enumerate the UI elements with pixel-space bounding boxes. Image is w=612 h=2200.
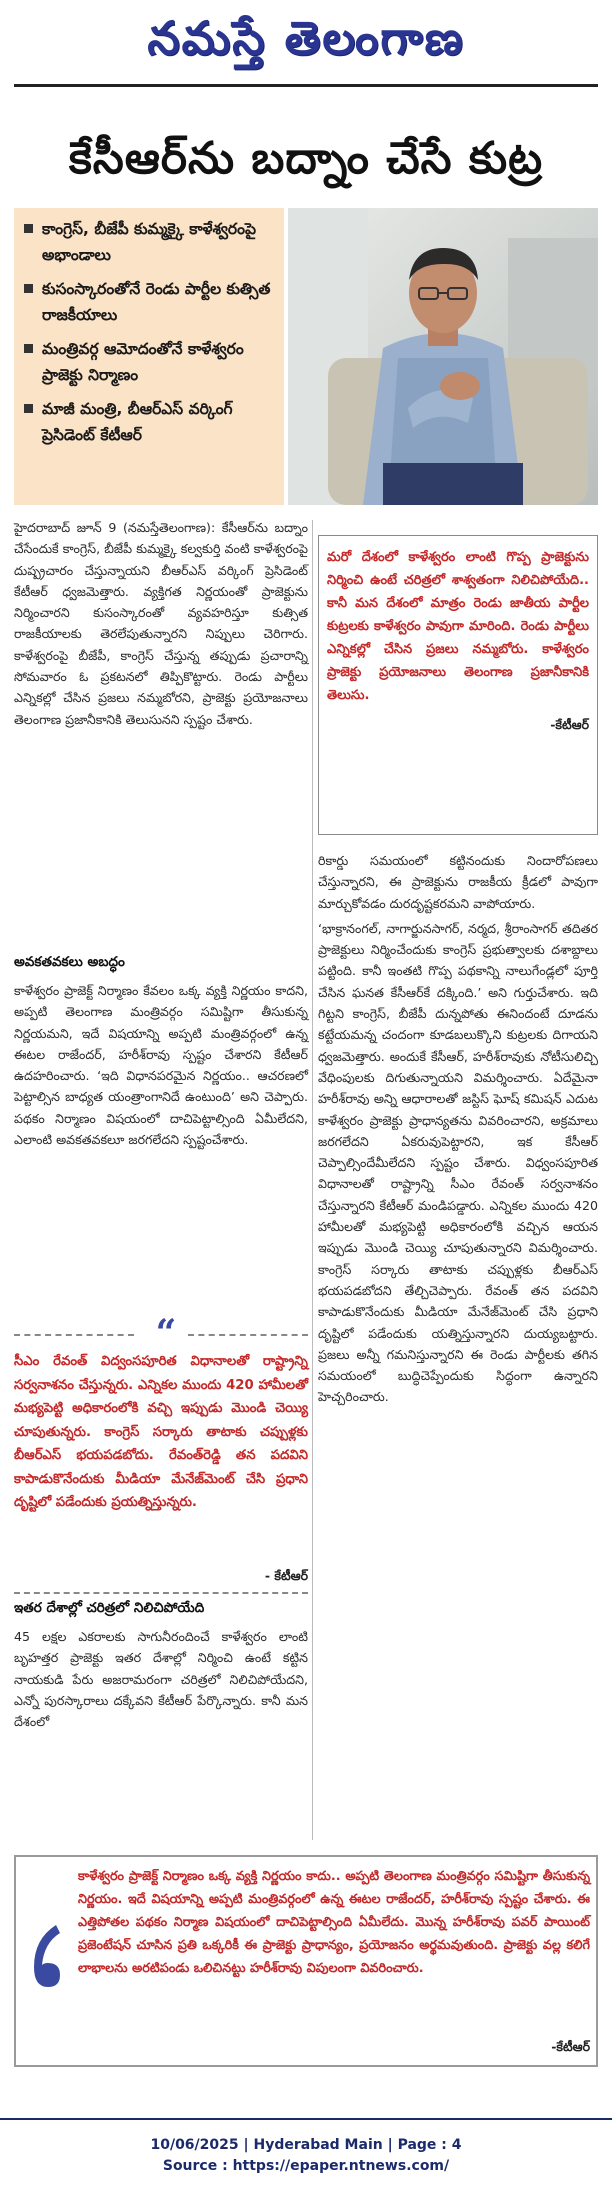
article-para-projects: ‘భాక్రానంగల్‌, నాగార్జునసాగర్‌, నర్మద, శ్రీరాంసాగర్‌ తదితర ప్రాజెక్టులు నిర్మించేందుకు కాంగ్రెస్‌ ప్రభుత్వాలకు దశాబ్దాలు పట్టింది. కానీ ఇంతటి గొప్ప పథకాన్ని నాలుగేండ్లలో పూర్తి చేసిన ఘనత కేసీఆర్‌కే దక్కింది.’ అని గుర్తుచేశారు. ఇది గిట్టని కాంగ్రెస్‌, బీజేపీ దున్నపోతు ఈనిందంటే దూడను కట్టేయమన్న చందంగా కూడబలుక్కొని కుట్రలకు దిగాయని ధ్వజమెత్తారు. అందుకే కేసీఆర్‌, హరీశ్‌రావుకు నోటీసులిచ్చి వేధింపులకు దిగుతున్నాయని విమర్శించారు. ఏదేమైనా హరీశ్‌రావు అన్ని ఆధారాలతో జస్టిస్‌ ఘోష్‌ కమిషన్‌ ఎదుట కాళేశ్వరం ప్రాజెక్టు ప్రాధాన్యతను వివరించారని, అక్రమాలు జరగలేదని ఏకరువుపెట్టారని, ఇక కేసీఆర్‌ చెప్పాల్సిందేమీలేదని స్పష్టం చేశారు. విధ్వంసపూరిత విధానాలతో రాష్ట్రాన్ని సీఎం రేవంత్‌ సర్వనాశనం చేస్తున్నారని కేటీఆర్‌ మండిపడ్డారు. ఎన్నికల ముందు 420 హామీలతో మభ్యపెట్టి అధికారంలోకి వచ్చిన ఆయన ఇప్పుడు మొండి చెయ్యి చూపుతున్నారని విమర్శించారు. కాంగ్రెస్‌ సర్కారు తాటాకు చప్పుళ్లకు బీఆర్‌ఎస్‌ భయపడబోదని తేల్చిచెప్పారు. రేవంత్‌ తన పదవిని కాపాడుకొనేందుకు మీడియా మేనేజ్‌మెంట్‌ చేసి ప్రధాని దృష్టిలో పడేందుకు యత్నిస్తున్నారని దుయ్యబట్టారు. ప్రజలు అన్నీ గమనిస్తున్నారని ఈ రెండు పార్టీలకు తగిన సమయంలో బుద్ధిచెప్పేందుకు సిద్ధంగా ఉన్నారని హెచ్చరించారు.: [318, 920, 598, 1405]
quote-open-icon: “: [155, 1312, 177, 1354]
footer: [0, 2135, 612, 2177]
footer-source-link[interactable]: Source : https://epaper.ntnews.com/: [162, 2158, 450, 2174]
pull-quote-attribution: - కేటీఆర్‌: [264, 1568, 308, 1583]
highlight-item: మాజీ మంత్రి, బీఆర్‌ఎస్‌ వర్కింగ్‌ ప్రెసిడెంట్‌ కేటీఆర్‌: [24, 396, 274, 448]
article-para-history: 45 లక్షల ఎకరాలకు సాగునీరందించే కాళేశ్వరం లాంటి బృహత్తర ప్రాజెక్టు ఇతర దేశాల్లో నిర్మించి ఉంటే కట్టిన నాయకుడి పేరు అజరామరంగా చరిత్రలో నిలిచిపోయేదని, ఎన్నో పురస్కారాలు దక్కేవని కేటీఆర్‌ పేర్కొన్నారు. కానీ మన దేశంలో: [14, 1629, 308, 1730]
highlight-item: మంత్రివర్గ ఆమోదంతోనే కాళేశ్వరం ప్రాజెక్టు నిర్మాణం: [24, 336, 274, 388]
footer-edition: 10/06/2025 | Hyderabad Main | Page : 4: [150, 2137, 462, 2153]
quote-open-icon: [26, 1917, 70, 2007]
column-divider: [312, 520, 313, 1840]
pull-quote-box-attribution: -కేటీఆర్‌: [550, 717, 589, 732]
subhead-history: ఇతర దేశాల్లో చరిత్రలో నిలిచిపోయేది: [14, 1600, 205, 1616]
pull-quote-revanth: సీఎం రేవంత్‌ విద్వంసపూరిత విధానాలతో రాష్ట్రాన్ని సర్వనాశనం చేస్తున్నరు. ఎన్నికల ముందు 420 హామీలతో మభ్యపెట్టి అధికారంలోకి వచ్చి ఇప్పుడు మొండి చెయ్యి చూపుతున్నరు. కాంగ్రెస్‌ సర్కారు తాటాకు చప్పుళ్లకు బీఆర్‌ఎస్‌ భయపడబోదు. రేవంత్‌రెడ్డి తన పదవిని కాపాడుకొనేందుకు మీడియా మేనేజ్‌మెంట్‌ చేసి ప్రధాని దృష్టిలో పడేందుకు ప్రయత్నిస్తున్నరు.: [14, 1354, 308, 1510]
article-column-left: [14, 517, 308, 734]
quote-bottom-divider: [14, 1592, 308, 1594]
bottom-quote-text: కాళేశ్వరం ప్రాజెక్ట్‌ నిర్మాణం ఒక్క వ్యక్తి నిర్ణయం కాదు.. అప్పటి తెలంగాణ మంత్రివర్గం సమిష్టిగా తీసుకున్న నిర్ణయం. ఇదే విషయాన్ని అప్పటి మంత్రివర్గంలో ఉన్న ఈటల రాజేందర్‌, హరీశ్‌రావు స్పష్టం చేశారు. ఈ ఎత్తిపోతల పథకం నిర్మాణ విషయంలో దాచిపెట్టాల్సింది ఏమీలేదు. మొన్న హరీశ్‌రావు పవర్‌ పాయింట్‌ ప్రజెంటేషన్‌ చూసిన ప్రతి ఒక్కరికీ ఈ ప్రాజెక్టు ప్రాధాన్యం, ప్రయోజనం అర్థమవుతుంది. ప్రాజెక్టు వల్ల కలిగే లాభాలను అరటిపండు ఒలిచినట్టు హరీశ్‌రావు విపులంగా వివరించారు.: [78, 1869, 590, 1976]
quote-divider-left: [14, 1334, 134, 1336]
masthead: [0, 0, 612, 76]
bottom-quote-attribution: -కేటీఆర్‌: [551, 2039, 590, 2054]
bottom-quote-box: [14, 1855, 598, 2067]
article-para-record: రికార్డు సమయంలో కట్టినందుకు నిందారోపణలు చేస్తున్నారని, ఈ ప్రాజెక్టును రాజకీయ క్రీడలో పావుగా మార్చుకోవడం దురదృష్టకరమని వాపోయారు.: [318, 853, 598, 911]
subhead-irregularities: అవకతవకలు అబద్ధం: [14, 954, 125, 970]
masthead-divider: [14, 84, 598, 87]
highlights-box: [14, 208, 284, 505]
article-column-left-2: [14, 980, 308, 1154]
article-column-right: [318, 850, 598, 1412]
headline: కేసీఆర్‌ను బద్నాం చేసే కుట్ర: [68, 133, 544, 184]
pull-quote-box: [318, 535, 598, 835]
quote-divider-right: [188, 1334, 308, 1336]
footer-divider: [0, 2118, 612, 2120]
article-column-left-3: [14, 1626, 308, 1736]
article-para-cabinet: కాళేశ్వరం ప్రాజెక్ట్‌ నిర్మాణం కేవలం ఒక్క వ్యక్తి నిర్ణయం కాదని, అప్పటి తెలంగాణ మంత్రివర్గం సమిష్టిగా తీసుకున్న నిర్ణయమని, ఇదే విషయాన్ని అప్పటి మంత్రివర్గంలో ఉన్న ఈటల రాజేందర్‌, హరీశ్‌రావు స్పష్టం చేశారని కేటీఆర్‌ ఉదహరించారు. ‘ఇది విధానపరమైన నిర్ణయం.. ఆచరణలో పెట్టాల్సిన బాధ్యత యంత్రాంగానిదే ఉంటుంది’ అని చెప్పారు. పథకం నిర్మాణం విషయంలో దాచిపెట్టాల్సింది ఏమీలేదని, ఎలాంటి అవకతవకలూ జరగలేదని స్పష్టంచేశారు.: [14, 983, 308, 1148]
pull-quote-text: మరో దేశంలో కాళేశ్వరం లాంటి గొప్ప ప్రాజెక్టును నిర్మించి ఉంటే చరిత్రలో శాశ్వతంగా నిలిచిపోయేది.. కానీ మన దేశంలో మాత్రం రెండు జాతీయ పార్టీల కుట్రలకు కాళేశ్వరం పావుగా మారింది. రెండు పార్టీలు ఎన్నికల్లో చేసిన ప్రజలు నమ్మబోరు. కాళేశ్వరం ప్రాజెక్టు ప్రయోజనాలు తెలంగాణ ప్రజానీకానికి తెలుసు.: [327, 550, 589, 703]
highlight-item: కాంగ్రెస్‌, బీజేపీ కుమ్మక్కై కాళేశ్వరంపై అభాండాలు: [24, 216, 274, 268]
highlight-item: కుసంస్కారంతోనే రెండు పార్టీల కుత్సిత రాజకీయాలు: [24, 276, 274, 328]
masthead-title: నమస్తే తెలంగాణ: [147, 11, 465, 65]
ktr-photo: [288, 208, 598, 505]
article-intro: హైదరాబాద్‌ జూన్‌ 9 (నమస్తేతెలంగాణ): కేసీఆర్‌ను బద్నాం చేసేందుకే కాంగ్రెస్‌, బీజేపీ కుమ్మక్కై కల్వకుర్తి వంటి కాళేశ్వరంపై దుష్ప్రచారం చేస్తున్నాయని బీఆర్‌ఎస్‌ వర్కింగ్‌ ప్రెసిడెంట్‌ కేటీఆర్‌ ధ్వజమెత్తారు. వ్యక్తిగత నిర్ణయంతో ప్రాజెక్టును నిర్మించారని కుసంస్కారంతో వ్యవహరిస్తూ కుత్సిత రాజకీయాలకు తెరలేపుతున్నారని నిప్పులు చెరిగారు. కాళేశ్వరంపై బీజేపీ, కాంగ్రెస్‌ చేస్తున్న తప్పుడు ప్రచారాన్ని సోమవారం ఓ ప్రకటనలో తిప్పికొట్టారు. రెండు పార్టీలు ఎన్నికల్లో చేసిన ప్రజలు నమ్మబోరని, ప్రాజెక్టు ప్రయోజనాలు తెలంగాణ ప్రజానీకానికి తెలుసునని స్పష్టం చేశారు.: [14, 520, 308, 727]
